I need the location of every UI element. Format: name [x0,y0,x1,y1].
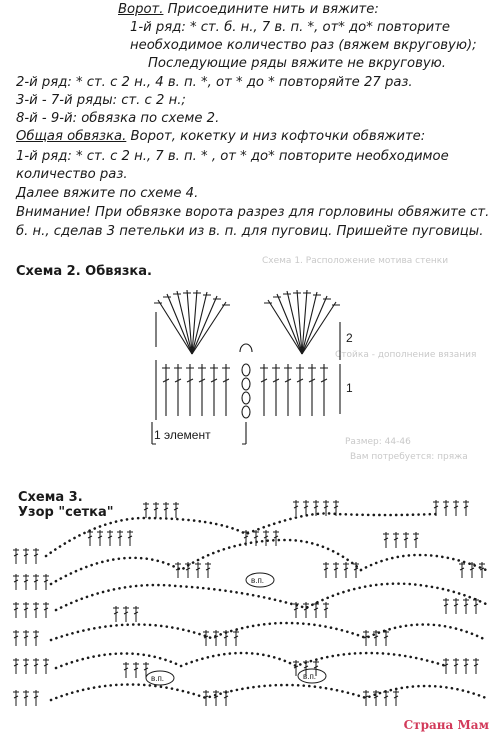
collar-title: Ворот. [118,2,164,17]
bleed-text-4: Вам потребуется: пряжа [350,452,468,462]
chain-label-2: в.п. [151,674,165,683]
chain-label-3: в.п. [303,672,317,681]
edging-then: Далее вяжите по схеме 4. [16,186,199,201]
scheme3-title-b: Узор "сетка" [18,505,114,520]
edging-intro: Ворот, кокетку и низ кофточки обвяжите: [126,129,426,144]
right-fan [264,290,340,354]
stitch-groups [13,500,485,706]
row-label-1: 1 [346,381,353,395]
collar-intro: Присоедините нить и вяжите: [163,2,379,17]
chain-label-1: в.п. [251,576,265,585]
scheme2-diagram [140,282,370,452]
row8-text: 8-й - 9-й: обвязка по схеме 2. [16,111,220,126]
watermark-logo: Страна Мам [403,718,489,732]
edging-row1-a: 1-й ряд: * ст. с 2 н., 7 в. п. * , от * до* повторите необходимое [16,149,449,164]
edging-title: Общая обвязка. [16,129,127,144]
row3-text: 3-й - 7-й ряды: ст. с 2 н.; [16,93,186,108]
edging-note-b: б. н., сделав 3 петельки из в. п. для пуговиц. Пришейте пуговицы. [16,224,484,239]
collar-heading-line [118,2,379,18]
edging-note-a: Внимание! При обвязке ворота разрез для горловины обвяжите ст. [16,205,490,220]
bleed-text-1: Схема 1. Расположение мотива стенки [262,256,449,266]
collar-row1-c: Последующие ряды вяжите не вкруговую. [148,56,446,71]
scheme3-title-a: Схема 3. [18,490,83,505]
edging-row1-b: количество раз. [16,167,128,182]
scheme2-title: Схема 2. Обвязка. [16,264,152,279]
row2-text: 2-й ряд: * ст. с 2 н., 4 в. п. *, от * до * повторяйте 27 раз. [16,75,413,90]
edging-heading-line [16,129,425,145]
bleed-text-2: Стойка - дополнение вязания [335,350,477,360]
collar-row1-b: необходимое количество раз (вяжем вкруговую); [130,38,477,53]
row-label-2: 2 [346,331,353,345]
element-label: 1 элемент [154,428,211,442]
left-fan [154,290,230,354]
collar-row1-a: 1-й ряд: * ст. б. н., 7 в. п. *, от* до* повторите [130,20,450,35]
bleed-text-3: Размер: 44-46 [345,437,411,447]
scheme3-diagram [6,490,494,722]
